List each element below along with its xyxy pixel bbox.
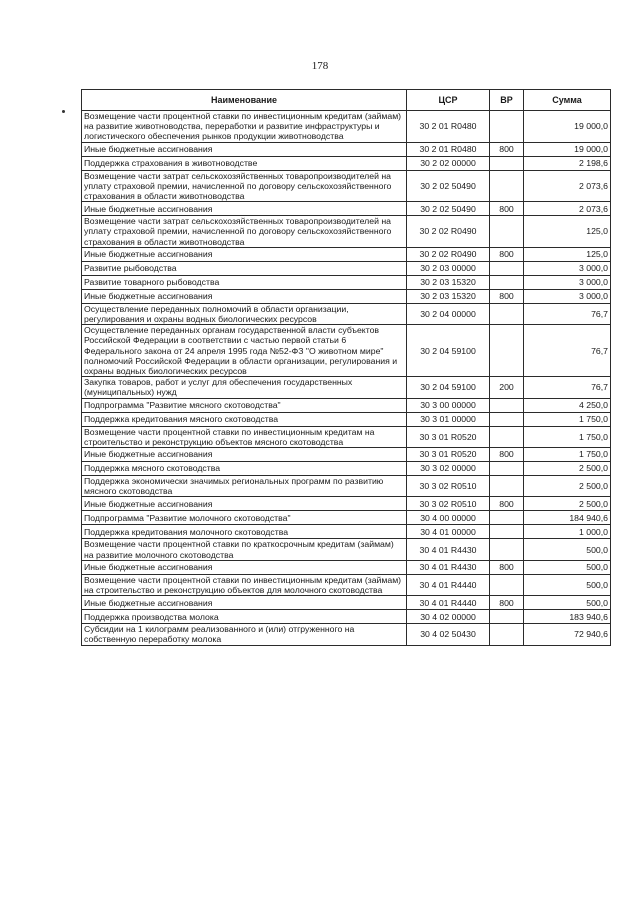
row-vr: 200 bbox=[490, 377, 524, 398]
row-vr bbox=[490, 216, 524, 248]
row-csr: 30 2 04 59100 bbox=[407, 325, 490, 377]
row-csr: 30 2 03 15320 bbox=[407, 275, 490, 289]
margin-mark bbox=[62, 110, 65, 113]
row-name: Подпрограмма "Развитие молочного скотоводства" bbox=[82, 511, 407, 525]
table-row bbox=[82, 574, 611, 595]
row-sum: 500,0 bbox=[524, 574, 611, 595]
row-vr bbox=[490, 398, 524, 412]
table-row bbox=[82, 216, 611, 248]
table-row bbox=[82, 511, 611, 525]
row-name: Возмещение части процентной ставки по инвестиционным кредитам (займам) на развитие животноводства, переработки и развитие инфраструктуры и логистического обеспечения рынков продукции животноводства bbox=[82, 111, 407, 143]
row-csr: 30 3 00 00000 bbox=[407, 398, 490, 412]
table-row bbox=[82, 596, 611, 610]
row-sum: 500,0 bbox=[524, 539, 611, 560]
row-csr: 30 2 03 15320 bbox=[407, 289, 490, 303]
row-csr: 30 2 02 00000 bbox=[407, 156, 490, 170]
row-name: Развитие товарного рыбоводства bbox=[82, 275, 407, 289]
row-csr: 30 3 01 R0520 bbox=[407, 448, 490, 462]
row-vr: 800 bbox=[490, 289, 524, 303]
row-sum: 1 000,0 bbox=[524, 525, 611, 539]
row-csr: 30 4 01 R4440 bbox=[407, 596, 490, 610]
row-vr bbox=[490, 156, 524, 170]
row-vr bbox=[490, 325, 524, 377]
row-name: Иные бюджетные ассигнования bbox=[82, 596, 407, 610]
table-row bbox=[82, 303, 611, 324]
table-row bbox=[82, 289, 611, 303]
table-row bbox=[82, 170, 611, 202]
row-vr: 800 bbox=[490, 247, 524, 261]
row-sum: 183 940,6 bbox=[524, 610, 611, 624]
table-row bbox=[82, 202, 611, 216]
row-vr bbox=[490, 574, 524, 595]
row-sum: 1 750,0 bbox=[524, 448, 611, 462]
table-header-row bbox=[82, 90, 611, 111]
row-name: Поддержка производства молока bbox=[82, 610, 407, 624]
row-csr: 30 2 02 50490 bbox=[407, 170, 490, 202]
row-csr: 30 3 01 R0520 bbox=[407, 426, 490, 447]
table-row bbox=[82, 142, 611, 156]
row-vr bbox=[490, 525, 524, 539]
row-csr: 30 3 02 00000 bbox=[407, 462, 490, 476]
row-vr bbox=[490, 303, 524, 324]
row-name: Поддержка экономически значимых региональных программ по развитию мясного скотоводства bbox=[82, 476, 407, 497]
row-csr: 30 4 01 00000 bbox=[407, 525, 490, 539]
row-name: Иные бюджетные ассигнования bbox=[82, 142, 407, 156]
row-csr: 30 2 04 59100 bbox=[407, 377, 490, 398]
table-row bbox=[82, 325, 611, 377]
table-row bbox=[82, 426, 611, 447]
row-name: Иные бюджетные ассигнования bbox=[82, 560, 407, 574]
row-vr: 800 bbox=[490, 497, 524, 511]
row-csr: 30 3 01 00000 bbox=[407, 412, 490, 426]
row-name: Развитие рыбоводства bbox=[82, 261, 407, 275]
table-row bbox=[82, 462, 611, 476]
row-name: Поддержка кредитования мясного скотоводства bbox=[82, 412, 407, 426]
row-csr: 30 2 02 R0490 bbox=[407, 247, 490, 261]
table-row bbox=[82, 111, 611, 143]
table-body bbox=[82, 111, 611, 646]
row-sum: 125,0 bbox=[524, 216, 611, 248]
row-vr bbox=[490, 275, 524, 289]
table-row bbox=[82, 412, 611, 426]
table-row bbox=[82, 275, 611, 289]
row-sum: 2 500,0 bbox=[524, 476, 611, 497]
row-sum: 76,7 bbox=[524, 377, 611, 398]
row-vr bbox=[490, 426, 524, 447]
row-name: Иные бюджетные ассигнования bbox=[82, 448, 407, 462]
row-csr: 30 2 03 00000 bbox=[407, 261, 490, 275]
row-sum: 19 000,0 bbox=[524, 142, 611, 156]
row-sum: 3 000,0 bbox=[524, 261, 611, 275]
row-csr: 30 4 01 R4430 bbox=[407, 539, 490, 560]
row-csr: 30 2 02 50490 bbox=[407, 202, 490, 216]
row-name: Возмещение части процентной ставки по краткосрочным кредитам (займам) на развитие молочного скотоводства bbox=[82, 539, 407, 560]
row-sum: 3 000,0 bbox=[524, 275, 611, 289]
row-csr: 30 2 01 R0480 bbox=[407, 142, 490, 156]
header-csr: ЦСР bbox=[407, 90, 490, 111]
row-sum: 2 073,6 bbox=[524, 202, 611, 216]
row-vr bbox=[490, 624, 524, 645]
row-sum: 1 750,0 bbox=[524, 426, 611, 447]
row-vr bbox=[490, 261, 524, 275]
row-sum: 1 750,0 bbox=[524, 412, 611, 426]
row-vr: 800 bbox=[490, 448, 524, 462]
row-vr bbox=[490, 511, 524, 525]
row-name: Иные бюджетные ассигнования bbox=[82, 247, 407, 261]
row-sum: 500,0 bbox=[524, 596, 611, 610]
row-sum: 3 000,0 bbox=[524, 289, 611, 303]
row-vr: 800 bbox=[490, 596, 524, 610]
row-vr bbox=[490, 476, 524, 497]
row-csr: 30 3 02 R0510 bbox=[407, 497, 490, 511]
row-name: Возмещение части затрат сельскохозяйственных товаропроизводителей на уплату страховой премии, начисленной по договору сельскохозяйственного страхования в области животноводства bbox=[82, 170, 407, 202]
row-csr: 30 2 04 00000 bbox=[407, 303, 490, 324]
row-sum: 2 500,0 bbox=[524, 462, 611, 476]
row-name: Субсидии на 1 килограмм реализованного и (или) отгруженного на собственную переработку молока bbox=[82, 624, 407, 645]
table-row bbox=[82, 156, 611, 170]
table-row bbox=[82, 525, 611, 539]
header-vr: ВР bbox=[490, 90, 524, 111]
row-name: Осуществление переданных органам государственной власти субъектов Российской Федерации в соответствии с частью первой статьи 6 Федерального закона от 24 апреля 1995 года №52-ФЗ "О животном мире" полномочий Российской Федерации в области организации, регулирования и охраны водных биологических ресурсов bbox=[82, 325, 407, 377]
table-row bbox=[82, 398, 611, 412]
row-vr bbox=[490, 412, 524, 426]
row-sum: 19 000,0 bbox=[524, 111, 611, 143]
table-row bbox=[82, 539, 611, 560]
row-csr: 30 4 00 00000 bbox=[407, 511, 490, 525]
table-row bbox=[82, 610, 611, 624]
header-name: Наименование bbox=[82, 90, 407, 111]
row-name: Иные бюджетные ассигнования bbox=[82, 497, 407, 511]
row-vr bbox=[490, 111, 524, 143]
row-name: Иные бюджетные ассигнования bbox=[82, 202, 407, 216]
table-row bbox=[82, 448, 611, 462]
row-sum: 125,0 bbox=[524, 247, 611, 261]
row-vr: 800 bbox=[490, 202, 524, 216]
table-row bbox=[82, 624, 611, 645]
row-name: Возмещение части процентной ставки по инвестиционным кредитам на строительство и реконструкцию объектов мясного скотоводства bbox=[82, 426, 407, 447]
row-name: Поддержка мясного скотоводства bbox=[82, 462, 407, 476]
row-csr: 30 3 02 R0510 bbox=[407, 476, 490, 497]
row-csr: 30 2 02 R0490 bbox=[407, 216, 490, 248]
table-row bbox=[82, 560, 611, 574]
row-csr: 30 4 01 R4430 bbox=[407, 560, 490, 574]
row-sum: 2 500,0 bbox=[524, 497, 611, 511]
row-vr bbox=[490, 462, 524, 476]
row-vr bbox=[490, 610, 524, 624]
row-sum: 2 073,6 bbox=[524, 170, 611, 202]
row-vr: 800 bbox=[490, 560, 524, 574]
row-name: Возмещение части затрат сельскохозяйственных товаропроизводителей на уплату страховой премии, начисленной по договору сельскохозяйственного страхования в области животноводства bbox=[82, 216, 407, 248]
row-csr: 30 2 01 R0480 bbox=[407, 111, 490, 143]
row-name: Закупка товаров, работ и услуг для обеспечения государственных (муниципальных) нужд bbox=[82, 377, 407, 398]
table-row bbox=[82, 261, 611, 275]
row-csr: 30 4 01 R4440 bbox=[407, 574, 490, 595]
row-sum: 76,7 bbox=[524, 303, 611, 324]
row-sum: 2 198,6 bbox=[524, 156, 611, 170]
row-name: Возмещение части процентной ставки по инвестиционным кредитам (займам) на строительство и реконструкцию объектов для молочного скотоводства bbox=[82, 574, 407, 595]
row-name: Поддержка кредитования молочного скотоводства bbox=[82, 525, 407, 539]
table-row bbox=[82, 247, 611, 261]
row-name: Поддержка страхования в животноводстве bbox=[82, 156, 407, 170]
header-sum: Сумма bbox=[524, 90, 611, 111]
row-name: Осуществление переданных полномочий в области организации, регулирования и охраны водных биологических ресурсов bbox=[82, 303, 407, 324]
row-name: Иные бюджетные ассигнования bbox=[82, 289, 407, 303]
table-row bbox=[82, 377, 611, 398]
row-csr: 30 4 02 00000 bbox=[407, 610, 490, 624]
row-csr: 30 4 02 50430 bbox=[407, 624, 490, 645]
row-sum: 500,0 bbox=[524, 560, 611, 574]
row-vr bbox=[490, 170, 524, 202]
table-row bbox=[82, 476, 611, 497]
row-sum: 184 940,6 bbox=[524, 511, 611, 525]
budget-table bbox=[81, 89, 611, 646]
page-number: 178 bbox=[311, 60, 329, 72]
row-vr: 800 bbox=[490, 142, 524, 156]
row-sum: 72 940,6 bbox=[524, 624, 611, 645]
row-vr bbox=[490, 539, 524, 560]
row-sum: 76,7 bbox=[524, 325, 611, 377]
row-sum: 4 250,0 bbox=[524, 398, 611, 412]
table-row bbox=[82, 497, 611, 511]
row-name: Подпрограмма "Развитие мясного скотоводства" bbox=[82, 398, 407, 412]
